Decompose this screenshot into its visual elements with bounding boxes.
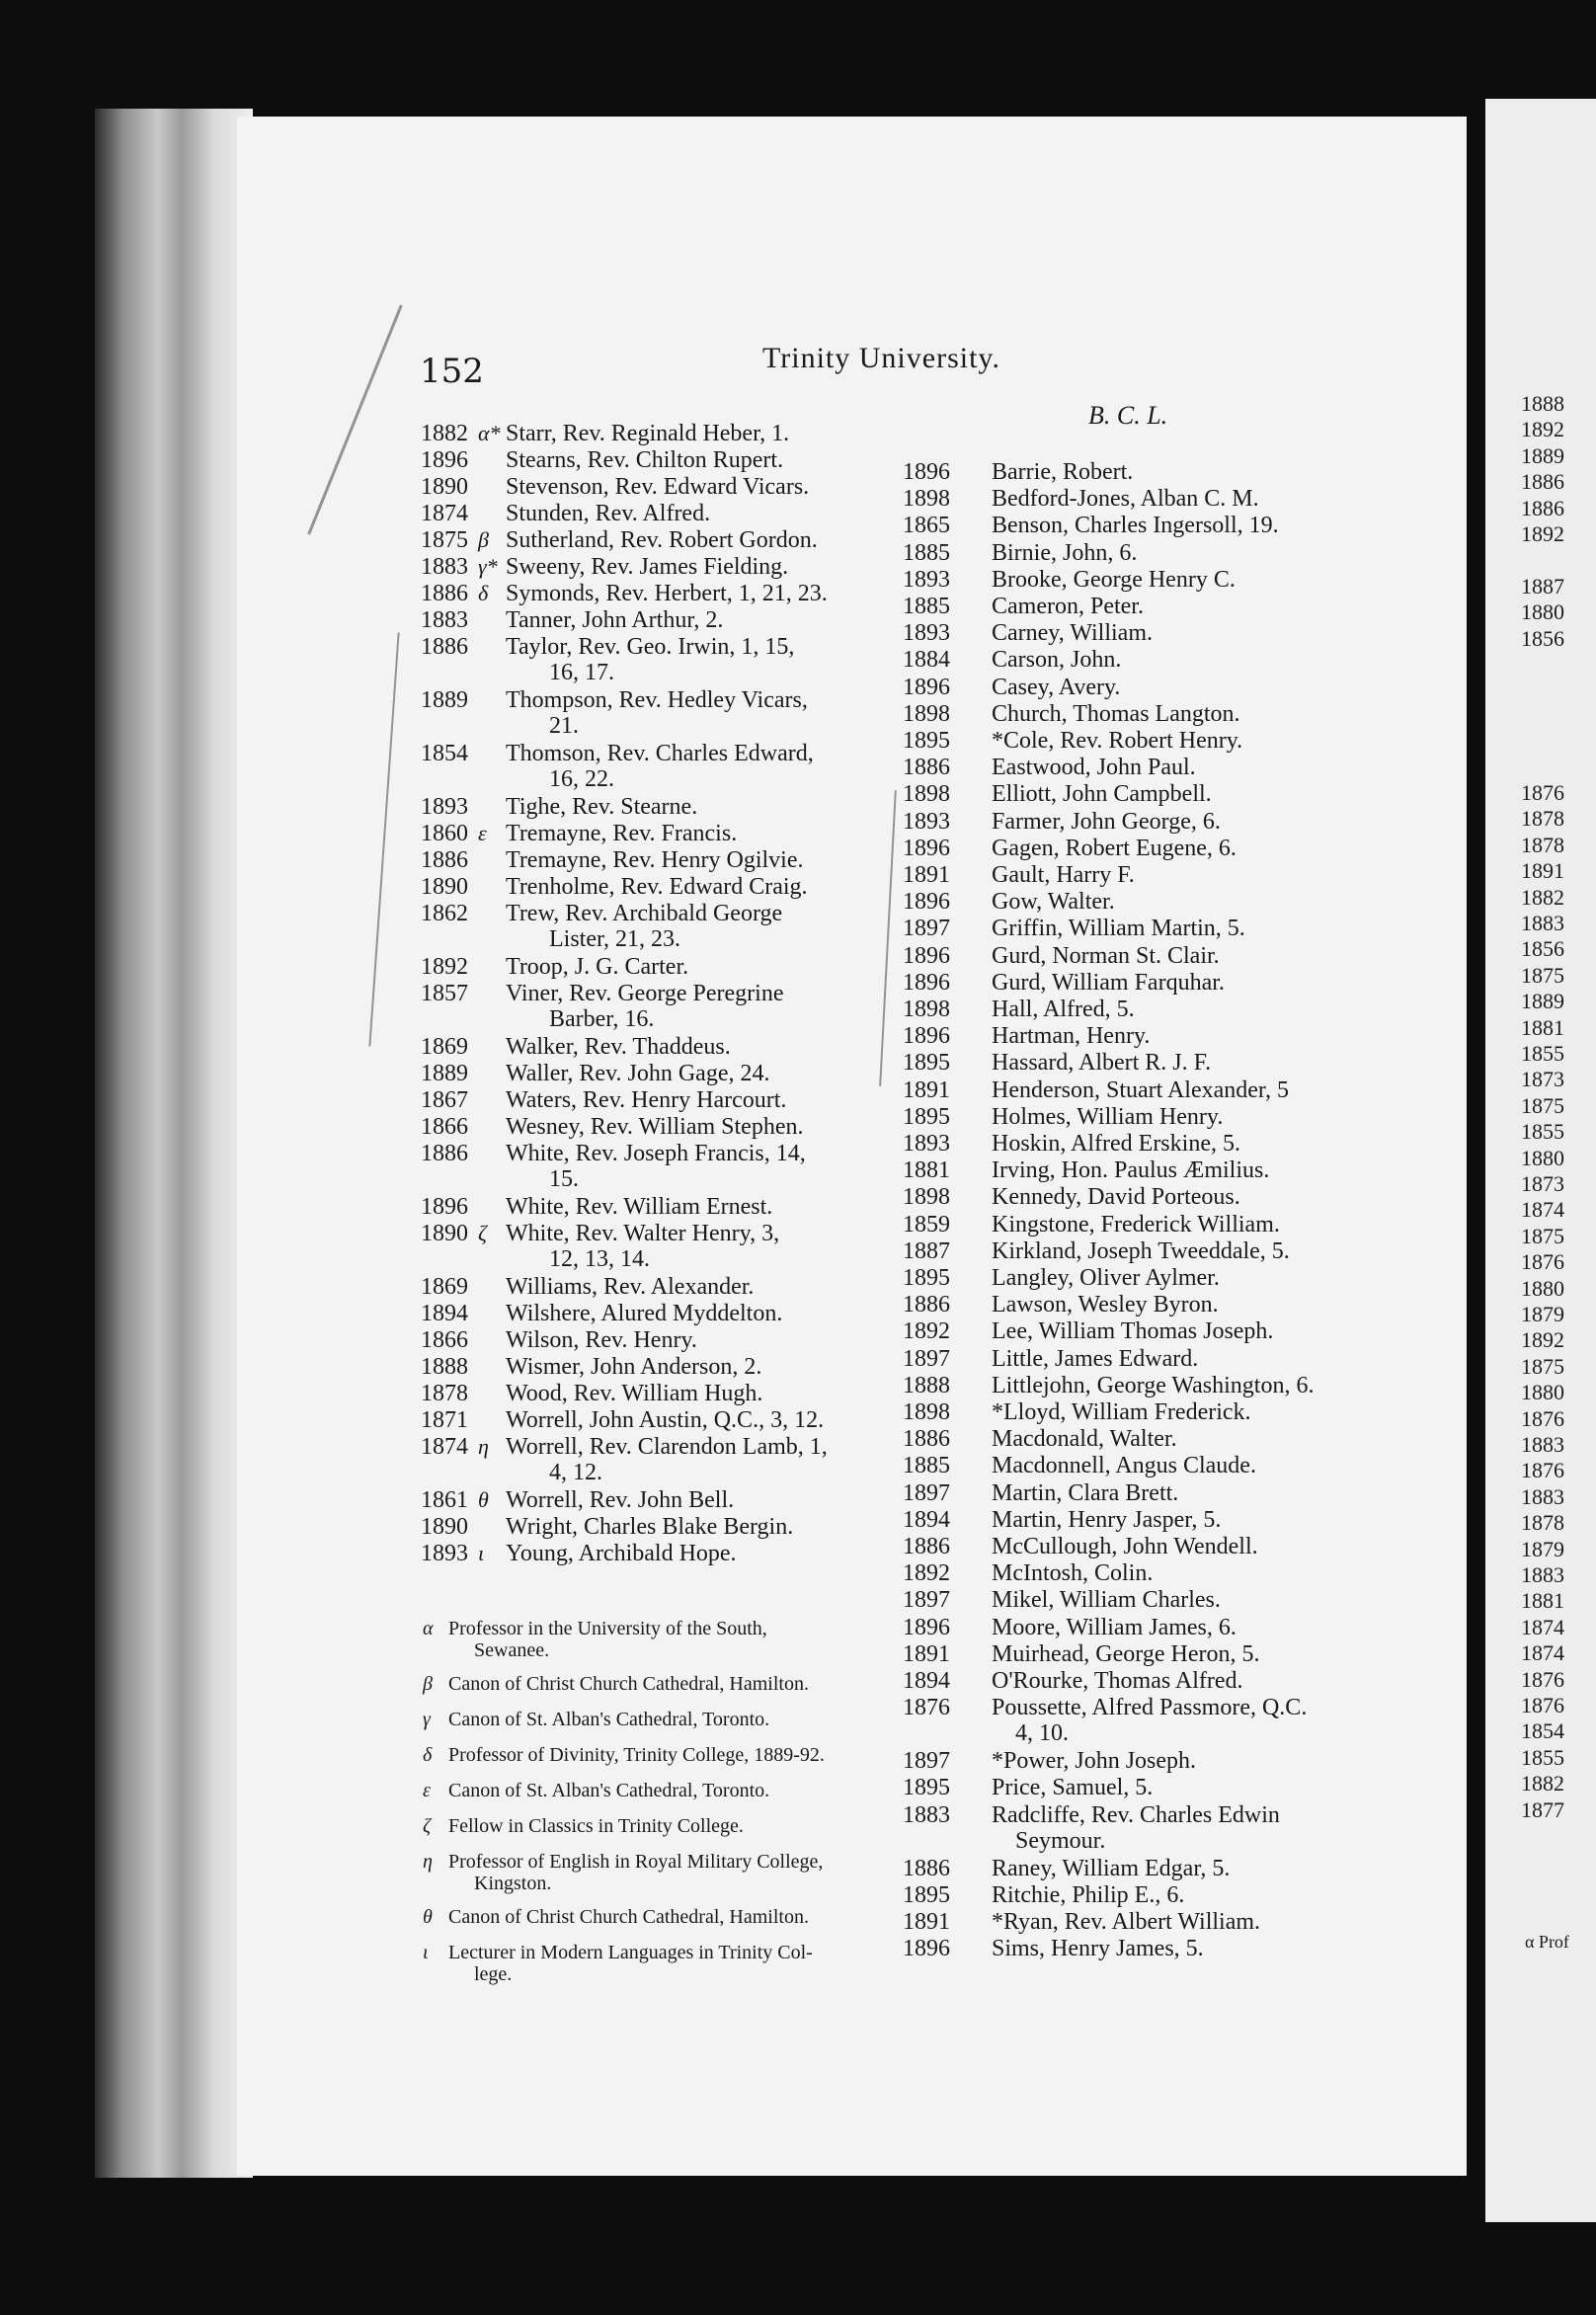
entry-year: 1861 bbox=[421, 1487, 468, 1513]
entry-name: Sims, Henry James, 5. bbox=[992, 1936, 1204, 1962]
adjacent-year: 1882 bbox=[1521, 884, 1564, 910]
entry-year: 1883 bbox=[421, 554, 468, 580]
entry-year: 1866 bbox=[421, 1114, 468, 1140]
entry-name: *Power, John Joseph. bbox=[992, 1748, 1197, 1775]
entry-year: 1893 bbox=[903, 566, 950, 593]
entry-name: Wood, Rev. William Hugh. bbox=[506, 1381, 763, 1406]
entry-name: Casey, Avery. bbox=[992, 674, 1121, 700]
adjacent-year: 1880 bbox=[1521, 1380, 1564, 1405]
adjacent-year: 1886 bbox=[1521, 495, 1564, 520]
entry-year: 1890 bbox=[421, 1514, 468, 1540]
entry-year: 1897 bbox=[903, 916, 950, 942]
entry-year: 1896 bbox=[903, 942, 950, 969]
adjacent-year: 1877 bbox=[1521, 1796, 1564, 1822]
entry-name: Wesney, Rev. William Stephen. bbox=[506, 1114, 804, 1140]
adjacent-year: 1880 bbox=[1521, 1275, 1564, 1301]
entry-year: 1883 bbox=[421, 607, 468, 633]
entry-year: 1895 bbox=[903, 1265, 950, 1291]
entry-year: 1878 bbox=[421, 1381, 468, 1406]
entry-name: Thomson, Rev. Charles Edward, bbox=[506, 741, 814, 766]
adjacent-year: 1875 bbox=[1521, 1092, 1564, 1118]
adjacent-year: 1880 bbox=[1521, 599, 1564, 625]
entry-year: 1889 bbox=[421, 1061, 468, 1086]
adjacent-year: 1875 bbox=[1521, 1353, 1564, 1379]
footnote-continuation: Sewanee. bbox=[474, 1639, 550, 1661]
entry-name: Hoskin, Alfred Erskine, 5. bbox=[992, 1131, 1240, 1157]
entry-name: Martin, Clara Brett. bbox=[992, 1479, 1179, 1506]
adjacent-year: 1881 bbox=[1521, 1588, 1564, 1614]
entry-year: 1875 bbox=[421, 527, 468, 553]
entry-year: 1898 bbox=[903, 1184, 950, 1211]
entry-name: Wismer, John Anderson, 2. bbox=[506, 1354, 762, 1380]
footnote-marker: γ bbox=[423, 1709, 431, 1730]
entry-year: 1890 bbox=[421, 874, 468, 900]
footnote-text: Canon of St. Alban's Cathedral, Toronto. bbox=[448, 1780, 770, 1801]
entry-name: White, Rev. Walter Henry, 3, bbox=[506, 1221, 780, 1246]
entry-year: 1898 bbox=[903, 1399, 950, 1425]
entry-continuation: Barber, 16. bbox=[549, 1006, 655, 1032]
adjacent-year: 1856 bbox=[1521, 936, 1564, 962]
adjacent-year: 1856 bbox=[1521, 625, 1564, 651]
entry-year: 1891 bbox=[903, 862, 950, 888]
entry-year: 1886 bbox=[421, 1141, 468, 1166]
entry-year: 1886 bbox=[903, 1534, 950, 1559]
entry-year: 1860 bbox=[421, 821, 468, 846]
entry-name: Waller, Rev. John Gage, 24. bbox=[506, 1061, 770, 1086]
entry-year: 1897 bbox=[903, 1587, 950, 1614]
entry-year: 1854 bbox=[421, 741, 468, 766]
entry-name: Hall, Alfred, 5. bbox=[992, 997, 1135, 1022]
footnote-marker: ζ bbox=[423, 1815, 432, 1837]
entry-name: Worrell, Rev. John Bell. bbox=[506, 1487, 735, 1513]
entry-name: Worrell, Rev. Clarendon Lamb, 1, bbox=[506, 1434, 828, 1460]
entry-name: Young, Archibald Hope. bbox=[506, 1541, 737, 1566]
footnote-text: Professor in the University of the South, bbox=[448, 1618, 767, 1639]
entry-name: Holmes, William Henry. bbox=[992, 1103, 1224, 1130]
entry-year: 1859 bbox=[903, 1211, 950, 1237]
entry-name: Eastwood, John Paul. bbox=[992, 755, 1196, 781]
entry-year: 1892 bbox=[421, 954, 468, 980]
entry-name: McIntosh, Colin. bbox=[992, 1560, 1154, 1587]
footnote-marker: ι bbox=[423, 1942, 429, 1963]
entry-name: Viner, Rev. George Peregrine bbox=[506, 981, 784, 1006]
book-spine-edge bbox=[95, 109, 253, 2178]
entry-name: Gow, Walter. bbox=[992, 889, 1115, 916]
adjacent-year: 1875 bbox=[1521, 962, 1564, 988]
entry-name: Henderson, Stuart Alexander, 5 bbox=[992, 1077, 1289, 1103]
entry-name: Stunden, Rev. Alfred. bbox=[506, 501, 711, 526]
entry-name: Macdonald, Walter. bbox=[992, 1426, 1177, 1453]
entry-year: 1891 bbox=[903, 1077, 950, 1103]
entry-name: O'Rourke, Thomas Alfred. bbox=[992, 1668, 1243, 1694]
entry-name: Gault, Harry F. bbox=[992, 862, 1135, 888]
entry-name: Price, Samuel, 5. bbox=[992, 1775, 1154, 1801]
adjacent-year: 1880 bbox=[1521, 1145, 1564, 1170]
entry-name: Benson, Charles Ingersoll, 19. bbox=[992, 513, 1279, 539]
adjacent-year: 1883 bbox=[1521, 1432, 1564, 1457]
entry-name: Wright, Charles Blake Bergin. bbox=[506, 1514, 794, 1540]
adjacent-year: 1875 bbox=[1521, 1223, 1564, 1248]
entry-name: Mikel, William Charles. bbox=[992, 1587, 1221, 1614]
entry-year: 1886 bbox=[421, 581, 468, 606]
entry-name: Sutherland, Rev. Robert Gordon. bbox=[506, 527, 818, 553]
footnote-continuation: Kingston. bbox=[474, 1873, 552, 1894]
footnote-marker: α bbox=[423, 1618, 434, 1639]
entry-year: 1887 bbox=[903, 1237, 950, 1264]
adjacent-page-fragment bbox=[1485, 99, 1596, 2222]
entry-year: 1895 bbox=[903, 728, 950, 754]
entry-year: 1892 bbox=[903, 1560, 950, 1587]
running-head: Trinity University. bbox=[762, 342, 1000, 374]
entry-name: Tanner, John Arthur, 2. bbox=[506, 607, 724, 633]
entry-continuation: 21. bbox=[549, 713, 579, 739]
entry-year: 1883 bbox=[903, 1801, 950, 1828]
adjacent-year: 1876 bbox=[1521, 1249, 1564, 1275]
entry-year: 1890 bbox=[421, 474, 468, 500]
adjacent-year: 1882 bbox=[1521, 1771, 1564, 1796]
entry-name: Langley, Oliver Aylmer. bbox=[992, 1265, 1220, 1291]
entry-name: Carson, John. bbox=[992, 647, 1122, 674]
entry-name: Birnie, John, 6. bbox=[992, 539, 1138, 566]
entry-name: Thompson, Rev. Hedley Vicars, bbox=[506, 687, 808, 713]
adjacent-year: 1886 bbox=[1521, 469, 1564, 495]
footnote-marker: θ bbox=[423, 1906, 433, 1928]
adjacent-year: 1874 bbox=[1521, 1197, 1564, 1223]
entry-year: 1857 bbox=[421, 981, 468, 1006]
entry-name: Trenholme, Rev. Edward Craig. bbox=[506, 874, 808, 900]
adjacent-year: 1889 bbox=[1521, 442, 1564, 468]
entry-name: White, Rev. William Ernest. bbox=[506, 1194, 773, 1220]
entry-year: 1862 bbox=[421, 901, 468, 926]
entry-continuation: 15. bbox=[549, 1166, 579, 1192]
entry-year: 1895 bbox=[903, 1050, 950, 1077]
entry-year: 1886 bbox=[903, 755, 950, 781]
entry-name: Ritchie, Philip E., 6. bbox=[992, 1881, 1185, 1908]
entry-year: 1898 bbox=[903, 781, 950, 808]
adjacent-year: 1881 bbox=[1521, 1014, 1564, 1040]
entry-year: 1896 bbox=[903, 1023, 950, 1050]
entry-year: 1893 bbox=[421, 1541, 468, 1566]
page-number: 152 bbox=[420, 352, 484, 391]
entry-year: 1893 bbox=[903, 620, 950, 647]
entry-year: 1886 bbox=[903, 1292, 950, 1318]
entry-name: Moore, William James, 6. bbox=[992, 1614, 1237, 1640]
entry-marker: ζ bbox=[478, 1221, 487, 1245]
footnote-text: Professor of English in Royal Military College, bbox=[448, 1851, 824, 1873]
entry-name: Williams, Rev. Alexander. bbox=[506, 1274, 755, 1300]
entry-year: 1890 bbox=[421, 1221, 468, 1246]
entry-year: 1885 bbox=[903, 594, 950, 619]
footnote-text: Professor of Divinity, Trinity College, 1889-92. bbox=[448, 1744, 825, 1766]
entry-year: 1885 bbox=[903, 539, 950, 566]
entry-name: Bedford-Jones, Alban C. M. bbox=[992, 486, 1259, 513]
entry-year: 1896 bbox=[421, 447, 468, 473]
entry-name: Gurd, Norman St. Clair. bbox=[992, 942, 1220, 969]
entry-name: Elliott, John Campbell. bbox=[992, 781, 1212, 808]
entry-year: 1894 bbox=[421, 1301, 468, 1326]
entry-year: 1874 bbox=[421, 1434, 468, 1460]
entry-continuation: 12, 13, 14. bbox=[549, 1246, 650, 1272]
adjacent-year: 1876 bbox=[1521, 1666, 1564, 1692]
entry-name: Littlejohn, George Washington, 6. bbox=[992, 1372, 1315, 1398]
entry-continuation: Lister, 21, 23. bbox=[549, 926, 681, 952]
entry-name: Starr, Rev. Reginald Heber, 1. bbox=[506, 421, 790, 446]
adjacent-year: 1873 bbox=[1521, 1067, 1564, 1092]
entry-year: 1897 bbox=[903, 1345, 950, 1372]
footnote-marker: ε bbox=[423, 1780, 431, 1801]
entry-year: 1886 bbox=[903, 1426, 950, 1453]
entry-year: 1874 bbox=[421, 501, 468, 526]
entry-year: 1884 bbox=[903, 647, 950, 674]
entry-year: 1892 bbox=[903, 1318, 950, 1345]
entry-year: 1895 bbox=[903, 1881, 950, 1908]
adjacent-year: 1878 bbox=[1521, 1510, 1564, 1536]
entry-name: Wilson, Rev. Henry. bbox=[506, 1327, 697, 1353]
adjacent-year: 1879 bbox=[1521, 1302, 1564, 1326]
entry-year: 1886 bbox=[421, 847, 468, 873]
entry-name: White, Rev. Joseph Francis, 14, bbox=[506, 1141, 806, 1166]
entry-year: 1876 bbox=[903, 1695, 950, 1721]
adjacent-year: 1854 bbox=[1521, 1718, 1564, 1744]
entry-name: Kingstone, Frederick William. bbox=[992, 1211, 1280, 1237]
entry-continuation: 4, 10. bbox=[1015, 1720, 1069, 1747]
entry-year: 1898 bbox=[903, 486, 950, 513]
entry-name: Kirkland, Joseph Tweeddale, 5. bbox=[992, 1237, 1290, 1264]
adjacent-year: 1855 bbox=[1521, 1041, 1564, 1066]
entry-year: 1898 bbox=[903, 997, 950, 1022]
entry-name: Stevenson, Rev. Edward Vicars. bbox=[506, 474, 810, 500]
entry-year: 1896 bbox=[903, 1614, 950, 1640]
entry-year: 1881 bbox=[903, 1158, 950, 1184]
adjacent-year: 1891 bbox=[1521, 858, 1564, 884]
entry-name: Stearns, Rev. Chilton Rupert. bbox=[506, 447, 784, 473]
entry-year: 1894 bbox=[903, 1668, 950, 1694]
entry-name: Raney, William Edgar, 5. bbox=[992, 1855, 1231, 1881]
adjacent-year: 1876 bbox=[1521, 780, 1564, 805]
entry-year: 1896 bbox=[903, 674, 950, 700]
entry-year: 1882 bbox=[421, 421, 468, 446]
entry-name: *Lloyd, William Frederick. bbox=[992, 1399, 1251, 1425]
entry-name: McCullough, John Wendell. bbox=[992, 1534, 1258, 1559]
entry-name: Walker, Rev. Thaddeus. bbox=[506, 1034, 731, 1060]
entry-name: Macdonnell, Angus Claude. bbox=[992, 1453, 1256, 1479]
entry-name: Brooke, George Henry C. bbox=[992, 566, 1236, 593]
footnote-marker: δ bbox=[423, 1744, 433, 1766]
entry-marker: η bbox=[478, 1434, 489, 1459]
entry-name: Radcliffe, Rev. Charles Edwin bbox=[992, 1801, 1280, 1828]
entry-year: 1896 bbox=[903, 835, 950, 861]
entry-name: Martin, Henry Jasper, 5. bbox=[992, 1506, 1222, 1533]
entry-name: Troop, J. G. Carter. bbox=[506, 954, 689, 980]
entry-name: Little, James Edward. bbox=[992, 1345, 1199, 1372]
adjacent-year: 1879 bbox=[1521, 1536, 1564, 1561]
adjacent-year: 1883 bbox=[1521, 1562, 1564, 1587]
entry-name: Church, Thomas Langton. bbox=[992, 700, 1240, 727]
entry-name: Muirhead, George Heron, 5. bbox=[992, 1640, 1260, 1667]
entry-name: Lawson, Wesley Byron. bbox=[992, 1292, 1219, 1318]
adjacent-year: 1878 bbox=[1521, 806, 1564, 832]
entry-year: 1896 bbox=[903, 969, 950, 996]
entry-continuation: Seymour. bbox=[1015, 1827, 1106, 1854]
entry-year: 1865 bbox=[903, 513, 950, 539]
adjacent-year: 1878 bbox=[1521, 832, 1564, 857]
entry-marker: ι bbox=[478, 1541, 485, 1565]
entry-year: 1869 bbox=[421, 1034, 468, 1060]
entry-year: 1891 bbox=[903, 1640, 950, 1667]
adjacent-year: 1855 bbox=[1521, 1119, 1564, 1145]
entry-year: 1869 bbox=[421, 1274, 468, 1300]
adjacent-year: 1883 bbox=[1521, 911, 1564, 935]
entry-year: 1886 bbox=[421, 634, 468, 660]
entry-year: 1888 bbox=[421, 1354, 468, 1380]
entry-name: Wilshere, Alured Myddelton. bbox=[506, 1301, 783, 1326]
entry-year: 1895 bbox=[903, 1775, 950, 1801]
entry-year: 1867 bbox=[421, 1087, 468, 1113]
adjacent-year: 1888 bbox=[1521, 391, 1564, 416]
entry-name: Sweeny, Rev. James Fielding. bbox=[506, 554, 789, 580]
entry-name: Hartman, Henry. bbox=[992, 1023, 1151, 1050]
footnote-marker: β bbox=[423, 1673, 433, 1695]
entry-year: 1898 bbox=[903, 700, 950, 727]
entry-marker: γ* bbox=[478, 554, 498, 579]
entry-marker: δ bbox=[478, 581, 489, 605]
entry-name: Trew, Rev. Archibald George bbox=[506, 901, 783, 926]
entry-name: Carney, William. bbox=[992, 620, 1153, 647]
entry-marker: ε bbox=[478, 821, 487, 845]
entry-year: 1897 bbox=[903, 1479, 950, 1506]
adjacent-year: 1892 bbox=[1521, 1327, 1564, 1353]
adjacent-year: 1876 bbox=[1521, 1405, 1564, 1431]
entry-continuation: 16, 17. bbox=[549, 660, 614, 685]
footnote-text: Fellow in Classics in Trinity College. bbox=[448, 1815, 744, 1837]
entry-name: Hassard, Albert R. J. F. bbox=[992, 1050, 1212, 1077]
entry-year: 1896 bbox=[903, 889, 950, 916]
footnote-marker: η bbox=[423, 1851, 433, 1873]
entry-year: 1897 bbox=[903, 1748, 950, 1775]
entry-year: 1866 bbox=[421, 1327, 468, 1353]
entry-continuation: 4, 12. bbox=[549, 1460, 602, 1485]
entry-name: *Ryan, Rev. Albert William. bbox=[992, 1909, 1261, 1935]
adjacent-year: 1887 bbox=[1521, 573, 1564, 599]
adjacent-year: 1874 bbox=[1521, 1614, 1564, 1639]
adjacent-year: 1873 bbox=[1521, 1171, 1564, 1196]
entry-name: Worrell, John Austin, Q.C., 3, 12. bbox=[506, 1407, 825, 1433]
footnote-text: Canon of St. Alban's Cathedral, Toronto. bbox=[448, 1709, 770, 1730]
adjacent-note: α Prof bbox=[1525, 1932, 1569, 1952]
adjacent-year: 1855 bbox=[1521, 1744, 1564, 1770]
footnote-text: Canon of Christ Church Cathedral, Hamilton. bbox=[448, 1906, 809, 1928]
entry-year: 1895 bbox=[903, 1103, 950, 1130]
entry-name: Lee, William Thomas Joseph. bbox=[992, 1318, 1274, 1345]
entry-name: Farmer, John George, 6. bbox=[992, 808, 1221, 835]
entry-name: Barrie, Robert. bbox=[992, 459, 1134, 485]
bcl-heading: B. C. L. bbox=[1088, 401, 1168, 430]
entry-continuation: 16, 22. bbox=[549, 766, 614, 792]
entry-year: 1893 bbox=[903, 1131, 950, 1157]
entry-name: *Cole, Rev. Robert Henry. bbox=[992, 728, 1243, 754]
adjacent-year: 1892 bbox=[1521, 417, 1564, 442]
entry-year: 1871 bbox=[421, 1407, 468, 1433]
entry-year: 1886 bbox=[903, 1855, 950, 1881]
entry-year: 1889 bbox=[421, 687, 468, 713]
adjacent-year: 1883 bbox=[1521, 1483, 1564, 1509]
entry-name: Cameron, Peter. bbox=[992, 594, 1144, 619]
entry-name: Griffin, William Martin, 5. bbox=[992, 916, 1245, 942]
footnote-text: Canon of Christ Church Cathedral, Hamilton. bbox=[448, 1673, 809, 1695]
entry-name: Poussette, Alfred Passmore, Q.C. bbox=[992, 1695, 1308, 1721]
footnote-continuation: lege. bbox=[474, 1963, 513, 1985]
entry-year: 1896 bbox=[903, 459, 950, 485]
entry-year: 1891 bbox=[903, 1909, 950, 1935]
entry-year: 1894 bbox=[903, 1506, 950, 1533]
entry-marker: β bbox=[478, 527, 489, 552]
entry-name: Gagen, Robert Eugene, 6. bbox=[992, 835, 1237, 861]
entry-name: Irving, Hon. Paulus Æmilius. bbox=[992, 1158, 1270, 1184]
adjacent-year: 1874 bbox=[1521, 1640, 1564, 1666]
adjacent-year: 1876 bbox=[1521, 1458, 1564, 1483]
entry-name: Taylor, Rev. Geo. Irwin, 1, 15, bbox=[506, 634, 795, 660]
entry-name: Symonds, Rev. Herbert, 1, 21, 23. bbox=[506, 581, 828, 606]
entry-year: 1896 bbox=[903, 1936, 950, 1962]
entry-year: 1893 bbox=[421, 794, 468, 820]
entry-year: 1896 bbox=[421, 1194, 468, 1220]
adjacent-year: 1892 bbox=[1521, 521, 1564, 546]
entry-name: Tremayne, Rev. Henry Ogilvie. bbox=[506, 847, 804, 873]
entry-year: 1885 bbox=[903, 1453, 950, 1479]
adjacent-year: 1876 bbox=[1521, 1693, 1564, 1717]
entry-name: Waters, Rev. Henry Harcourt. bbox=[506, 1087, 787, 1113]
entry-name: Gurd, William Farquhar. bbox=[992, 969, 1225, 996]
entry-year: 1893 bbox=[903, 808, 950, 835]
footnote-text: Lecturer in Modern Languages in Trinity Col- bbox=[448, 1942, 813, 1963]
entry-name: Tremayne, Rev. Francis. bbox=[506, 821, 738, 846]
adjacent-year: 1889 bbox=[1521, 989, 1564, 1014]
entry-name: Kennedy, David Porteous. bbox=[992, 1184, 1240, 1211]
entry-marker: θ bbox=[478, 1487, 489, 1512]
entry-name: Tighe, Rev. Stearne. bbox=[506, 794, 698, 820]
entry-year: 1888 bbox=[903, 1372, 950, 1398]
entry-marker: α* bbox=[478, 421, 501, 445]
